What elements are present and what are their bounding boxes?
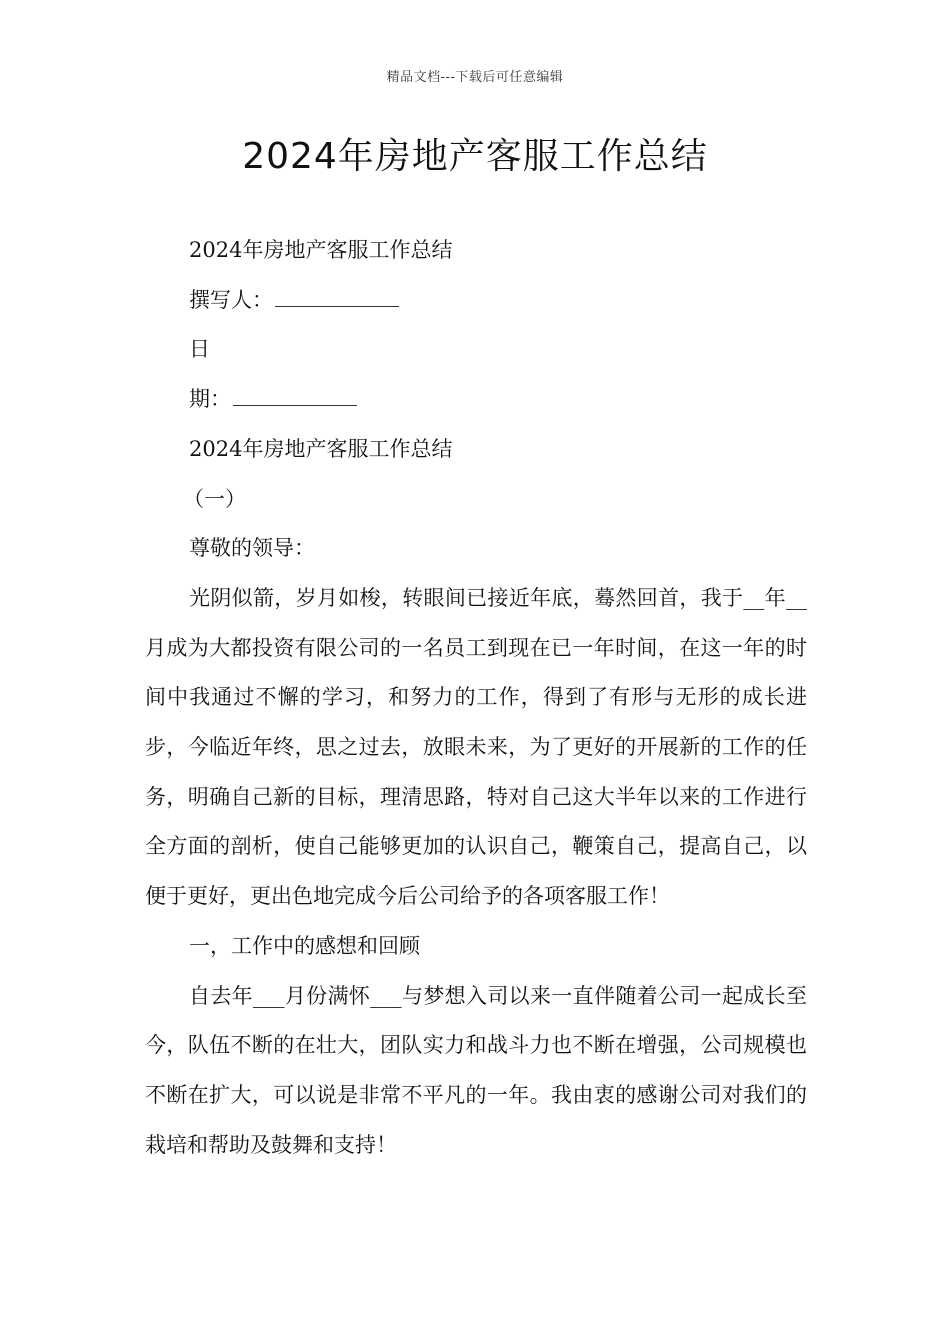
salutation: 尊敬的领导： bbox=[189, 536, 315, 561]
header-note: 精品文档---下载后可任意编辑 bbox=[386, 70, 564, 85]
date-line bbox=[145, 375, 807, 425]
date-label-1: 日 bbox=[189, 337, 210, 362]
subtitle: 2024年房地产客服工作总结 bbox=[189, 238, 453, 262]
author-line bbox=[145, 276, 807, 326]
paragraph-2: 自去年___月份满怀___与梦想入司以来一直伴随着公司一起成长至今，队伍不断的在壮大，团队实力和战斗力也不断在增强，公司规模也不断在扩大，可以说是非常不平凡的一年。我由衷的感谢公司对我们的栽培和帮助及鼓舞和支持！ bbox=[145, 983, 807, 1157]
heading-1: 一，工作中的感想和回顾 bbox=[189, 933, 420, 958]
document-body bbox=[145, 226, 807, 1170]
paragraph-1: 光阴似箭，岁月如梭，转眼间已接近年底，蓦然回首，我于__年__月成为大都投资有限公司的一名员工到现在已一年时间，在这一年的时间中我通过不懈的学习，和努力的工作，得到了有形与无形的成长进步，今临近年终，思之过去，放眼未来，为了更好的开展新的工作的任务，明确自己新的目标，理清思路，特对自己这大半年以来的工作进行全方面的剖析，使自己能够更加的认识自己，鞭策自己，提高自己，以便于更好，更出色地完成今后公司给予的各项客服工作！ bbox=[145, 585, 807, 909]
author-label: 撰写人： bbox=[189, 287, 273, 312]
date-blank bbox=[233, 404, 357, 406]
document-title: 2024年房地产客服工作总结 bbox=[242, 136, 708, 177]
author-blank bbox=[275, 305, 399, 307]
section-number: （一） bbox=[183, 486, 246, 511]
date-label-2: 期： bbox=[189, 387, 231, 412]
section-title: 2024年房地产客服工作总结 bbox=[189, 436, 453, 461]
